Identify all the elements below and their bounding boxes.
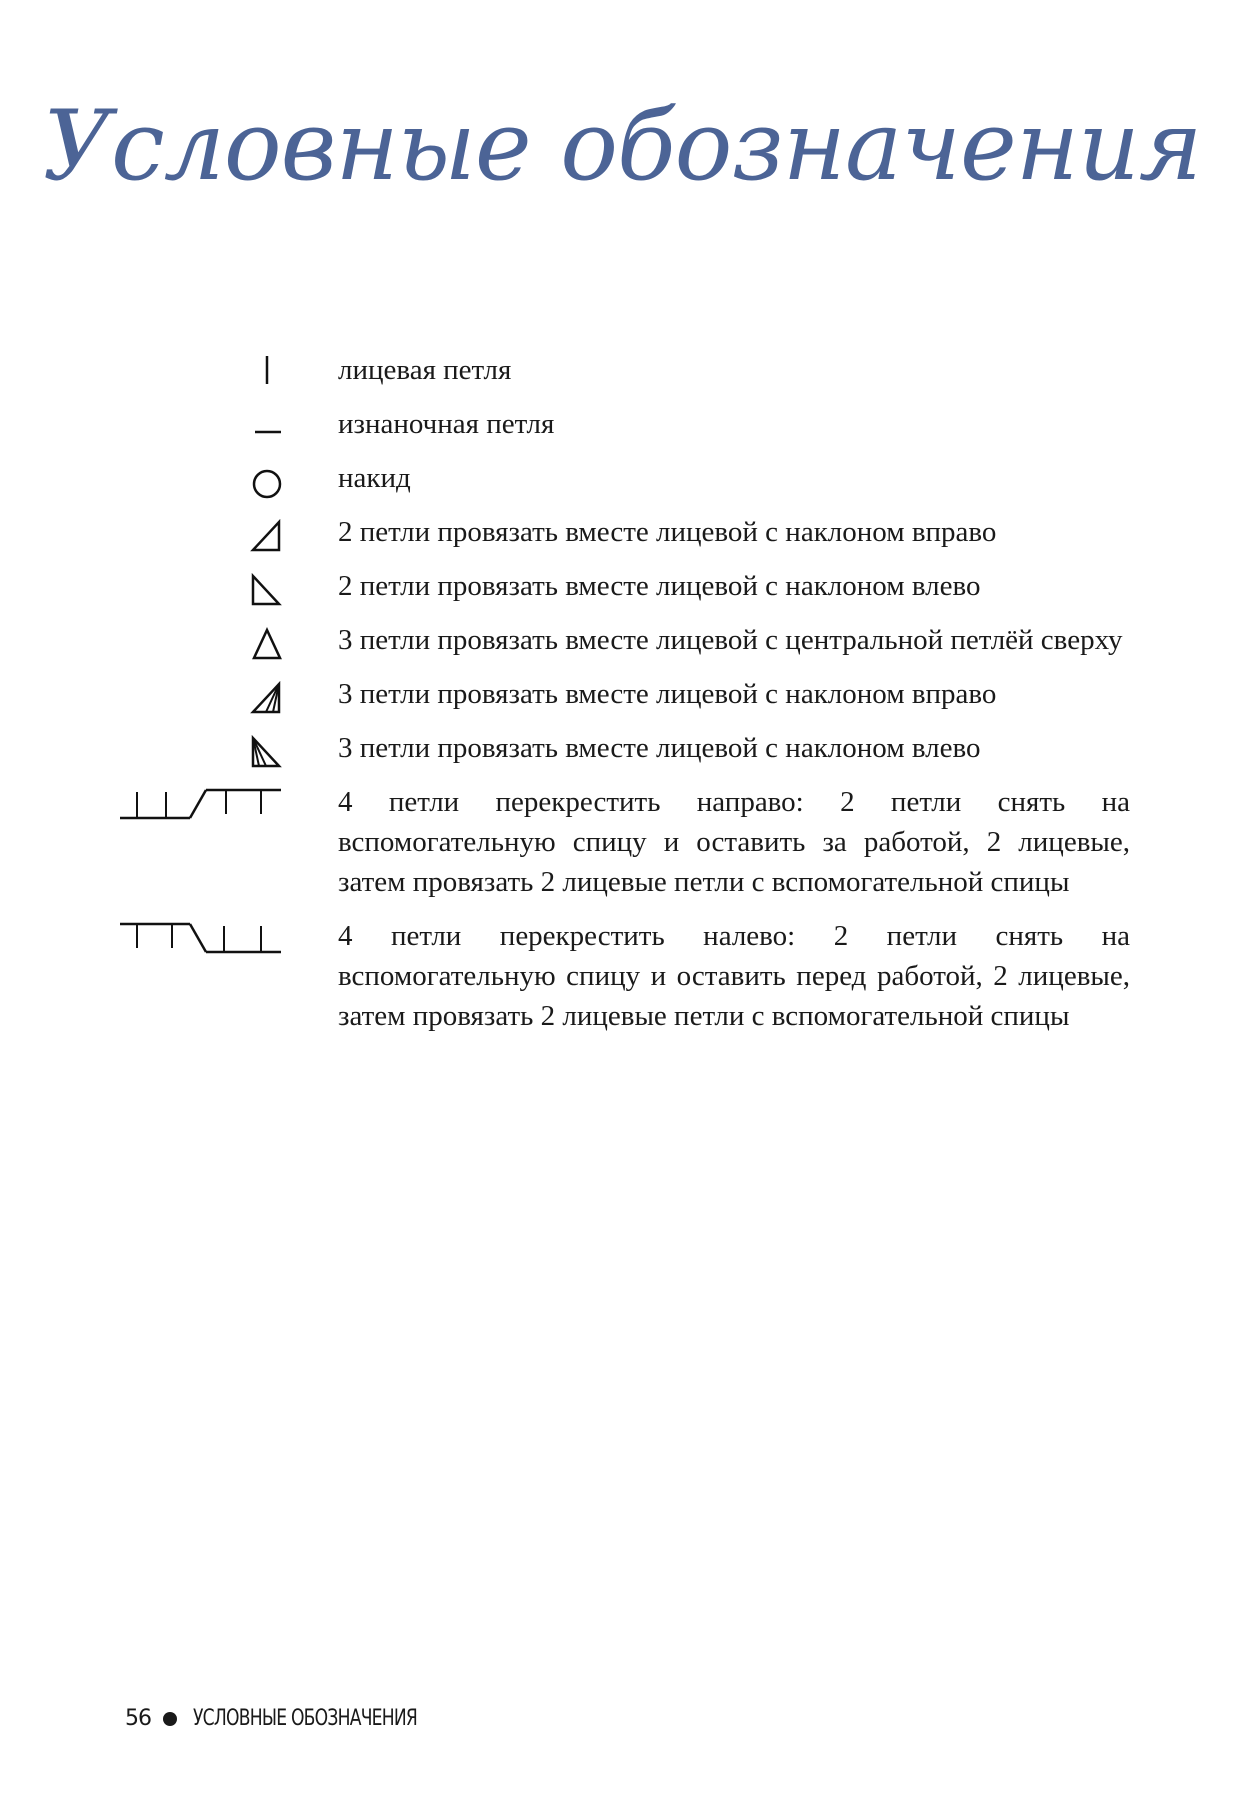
legend-item bbox=[120, 458, 1130, 498]
legend-text: 2 петли провязать вместе лицевой с наклоном влево bbox=[338, 570, 981, 602]
legend-item bbox=[120, 404, 1130, 444]
cable-4-left-icon bbox=[120, 916, 281, 956]
k3tog-right-icon bbox=[241, 674, 281, 714]
legend-item bbox=[120, 350, 1130, 390]
legend-text: накид bbox=[338, 462, 411, 494]
knit-stitch-icon bbox=[241, 350, 281, 390]
legend-text: 2 петли провязать вместе лицевой с наклоном вправо bbox=[338, 516, 997, 548]
page-footer bbox=[125, 1706, 480, 1731]
legend-text: 3 петли провязать вместе лицевой с центральной петлёй сверху bbox=[338, 624, 1123, 656]
k2tog-right-icon bbox=[241, 512, 281, 552]
purl-stitch-icon bbox=[241, 404, 281, 444]
page-number: 56 bbox=[125, 1706, 151, 1731]
k3tog-left-icon bbox=[241, 728, 281, 768]
cable-4-right-icon bbox=[120, 782, 281, 822]
legend-text: 4 петли перекрестить налево: 2 петли снять на вспомогательную спицу и оставить перед работой, 2 лицевые, затем провязать 2 лицевые петли с вспомогательной спицы bbox=[338, 920, 1130, 1032]
legend-list bbox=[120, 350, 1130, 1050]
section-name: УСЛОВНЫЕ ОБОЗНАЧЕНИЯ bbox=[193, 1706, 418, 1731]
legend-text: 4 петли перекрестить направо: 2 петли снять на вспомогательную спицу и оставить за работой, 2 лицевые, затем провязать 2 лицевые петли с вспомогательной спицы bbox=[338, 786, 1130, 898]
k2tog-left-icon bbox=[241, 566, 281, 606]
bullet-icon bbox=[163, 1712, 177, 1726]
legend-item bbox=[120, 916, 1130, 1036]
legend-item bbox=[120, 728, 1130, 768]
k3tog-center-icon bbox=[241, 620, 281, 660]
legend-text: лицевая петля bbox=[338, 354, 512, 386]
legend-item bbox=[120, 782, 1130, 902]
page-title: Условные обозначения bbox=[42, 90, 1202, 202]
yarn-over-icon bbox=[241, 458, 281, 498]
legend-text: 3 петли провязать вместе лицевой с наклоном вправо bbox=[338, 678, 997, 710]
legend-text: изнаночная петля bbox=[338, 408, 555, 440]
legend-item bbox=[120, 512, 1130, 552]
legend-item bbox=[120, 566, 1130, 606]
legend-item bbox=[120, 620, 1130, 660]
legend-item bbox=[120, 674, 1130, 714]
legend-text: 3 петли провязать вместе лицевой с наклоном влево bbox=[338, 732, 981, 764]
